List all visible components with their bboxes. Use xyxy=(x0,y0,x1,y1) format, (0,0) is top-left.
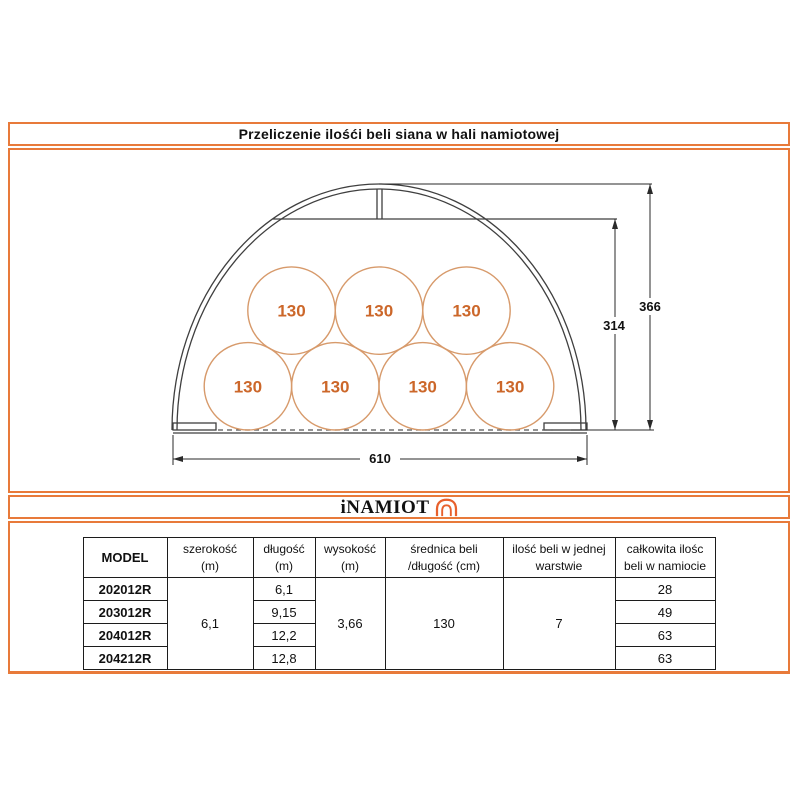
header-line: całkowita ilośc xyxy=(626,542,704,557)
header-line: wysokość xyxy=(323,542,376,557)
col-header-calkowita xyxy=(615,538,715,578)
left-foot-plate xyxy=(173,423,216,430)
page-title: Przeliczenie ilośći beli siana w hali namiotowej xyxy=(238,126,560,142)
dlugosc-cell: 12,2 xyxy=(253,624,315,647)
bale-label: 130 xyxy=(277,301,306,321)
tent-diagram-svg xyxy=(10,150,788,491)
model-cell: 204012R xyxy=(83,624,167,647)
header-line: średnica beli xyxy=(410,542,478,557)
dimension-arrow-left xyxy=(173,456,183,462)
bale-label: 130 xyxy=(452,301,481,321)
szerokosc-cell: 6,1 xyxy=(167,578,253,670)
dimension-arrow-up xyxy=(647,184,653,194)
logo-band xyxy=(8,495,790,519)
calkowita-cell: 49 xyxy=(615,601,715,624)
calkowita-cell: 28 xyxy=(615,578,715,601)
header-line: (m) xyxy=(201,558,219,573)
dlugosc-cell: 6,1 xyxy=(253,578,315,601)
header-line: szerokość xyxy=(182,542,238,557)
dimension-arrow-up xyxy=(612,219,618,229)
bale-label: 130 xyxy=(408,377,437,397)
spec-table xyxy=(83,537,716,670)
srednica-cell: 130 xyxy=(385,578,503,670)
dim-width-label: 610 xyxy=(369,451,391,466)
col-header-wysokosc xyxy=(315,538,385,578)
header-line: (m) xyxy=(275,558,293,573)
col-header-dlugosc xyxy=(253,538,315,578)
calkowita-cell: 63 xyxy=(615,647,715,670)
header-line: /długość (cm) xyxy=(407,558,481,573)
bale-label: 130 xyxy=(495,377,525,397)
dimension-arrow-down xyxy=(647,420,653,430)
brand-logo-text: iNAMIOT xyxy=(340,496,430,518)
header-line: warstwie xyxy=(535,558,583,573)
col-header-model xyxy=(83,538,167,578)
dimension-arrow-down xyxy=(612,420,618,430)
ilosc-warstwa-cell: 7 xyxy=(503,578,615,670)
diagram-box xyxy=(8,148,790,493)
bale-label: 130 xyxy=(321,377,350,397)
col-header-ilosc-warstwa xyxy=(503,538,615,578)
dlugosc-cell: 9,15 xyxy=(253,601,315,624)
header-line: MODEL xyxy=(101,549,149,565)
model-cell: 204212R xyxy=(83,647,167,670)
tent-logo-icon xyxy=(435,498,458,517)
col-header-szerokosc xyxy=(167,538,253,578)
hay-bales xyxy=(204,267,554,430)
col-header-srednica xyxy=(385,538,503,578)
model-cell: 203012R xyxy=(83,601,167,624)
header-line: długość xyxy=(263,542,305,557)
dim-total-height-label: 366 xyxy=(639,299,661,314)
title-bar xyxy=(8,122,790,146)
header-line: (m) xyxy=(341,558,359,573)
dlugosc-cell: 12,8 xyxy=(253,647,315,670)
calkowita-cell: 63 xyxy=(615,624,715,647)
table-box xyxy=(8,521,790,674)
bale-label: 130 xyxy=(233,377,263,397)
table-header-row xyxy=(83,538,715,578)
dim-side-height-label: 314 xyxy=(603,318,625,333)
header-line: beli w namiocie xyxy=(623,558,707,573)
table-row xyxy=(83,578,715,601)
header-line: ilość beli w jednej xyxy=(512,542,606,557)
model-cell: 202012R xyxy=(83,578,167,601)
wysokosc-cell: 3,66 xyxy=(315,578,385,670)
bale-label: 130 xyxy=(364,301,394,321)
dimension-arrow-right xyxy=(577,456,587,462)
